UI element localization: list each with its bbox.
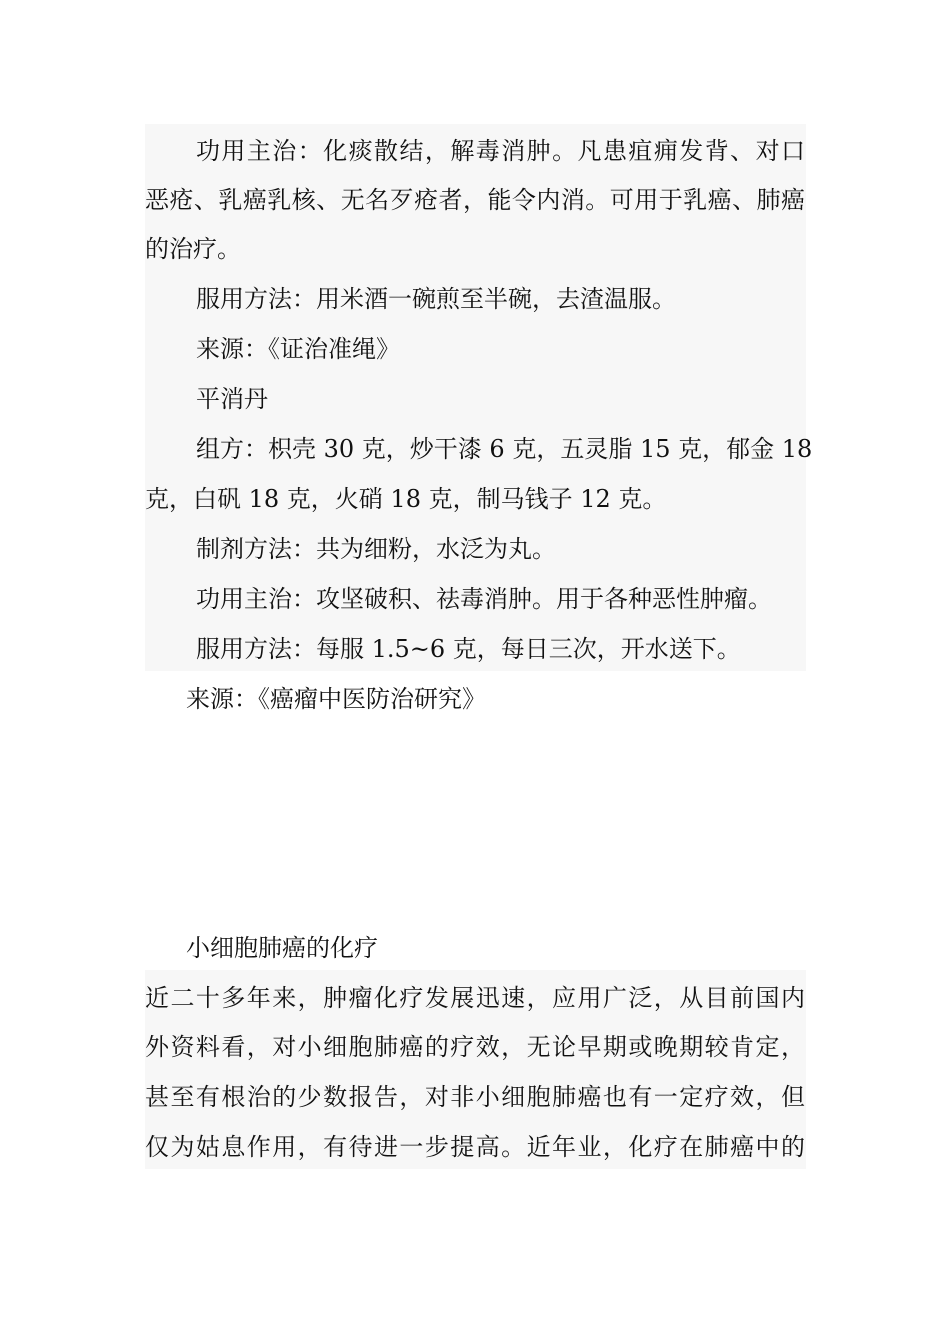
text-line: 来源：《证治准绳》 (196, 335, 400, 363)
text-line: 功用主治：攻坚破积、祛毒消肿。用于各种恶性肿瘤。 (196, 585, 772, 613)
text-line: 恶疮、乳癌乳核、无名歹疮者，能令内消。可用于乳癌、肺癌 (145, 186, 805, 214)
text-line: 甚至有根治的少数报告，对非小细胞肺癌也有一定疗效，但 (145, 1083, 805, 1111)
text-line: 克，白矾 18 克，火硝 18 克，制马钱子 12 克。 (145, 485, 667, 513)
text-line: 的治疗。 (145, 235, 241, 263)
text-line: 组方：枳壳 30 克，炒干漆 6 克，五灵脂 15 克，郁金 18 (196, 435, 813, 463)
text-line: 服用方法：每服 1.5~6 克，每日三次，开水送下。 (196, 635, 741, 663)
recipe-title: 平消丹 (196, 385, 268, 413)
text-line: 仅为姑息作用，有待进一步提高。近年业，化疗在肺癌中的 (145, 1133, 805, 1161)
text-line: 近二十多年来，肿瘤化疗发展迅速，应用广泛，从目前国内 (145, 984, 805, 1012)
text-line: 功用主治：化痰散结，解毒消肿。凡患疽痈发背、对口 (196, 137, 805, 165)
section-heading: 小细胞肺癌的化疗 (186, 934, 378, 962)
text-line: 服用方法：用米酒一碗煎至半碗，去渣温服。 (196, 285, 676, 313)
source-citation: 来源：《癌瘤中医防治研究》 (186, 685, 486, 713)
text-line: 制剂方法：共为细粉，水泛为丸。 (196, 535, 556, 563)
text-line: 外资料看，对小细胞肺癌的疗效，无论早期或晚期较肯定， (145, 1033, 805, 1061)
